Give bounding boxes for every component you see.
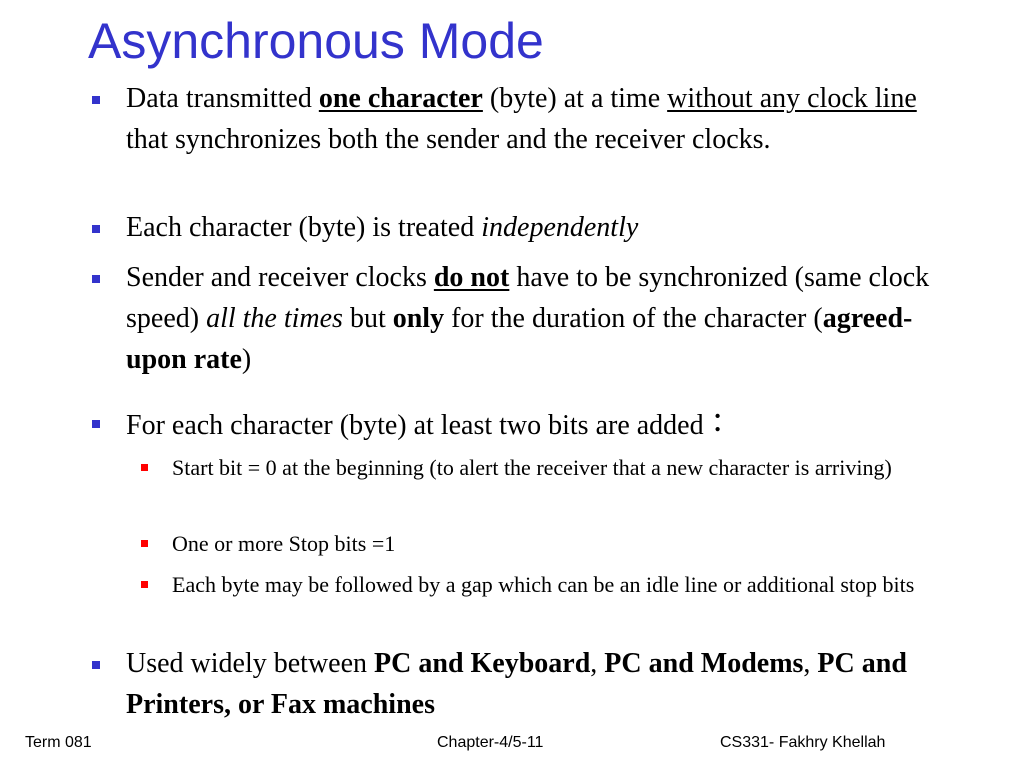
sub-bullet-gap: Each byte may be followed by a gap which can be an idle line or additional stop bits [172, 572, 915, 597]
bullet-text: ) [241, 344, 252, 375]
footer-slide-number: Chapter-4/5-11 [437, 734, 544, 751]
bullet-text: Sender and receiver clocks [126, 262, 434, 293]
emphasis-text: without any clock line [667, 83, 917, 114]
bullet-item-each-character [126, 207, 946, 248]
bullet-square-icon [92, 275, 100, 283]
emphasis-text: PC and Modems [604, 648, 804, 679]
emphasis-text: one character [318, 83, 483, 114]
sub-bullet-square-icon [141, 581, 148, 588]
emphasis-text: only [392, 303, 445, 334]
bullet-item-bits-added [126, 399, 946, 446]
bullet-item-data-transmitted [126, 78, 946, 160]
emphasis-text: agreed-upon rate [126, 303, 913, 375]
bullet-text: that synchronizes both the sender and the receiver clocks. [126, 124, 771, 155]
bullet-text: for the duration of the character ( [444, 303, 823, 334]
footer-course-author: CS331- Fakhry Khellah [720, 734, 886, 751]
footer-term: Term 081 [25, 734, 92, 751]
bullet-text: , [590, 648, 605, 679]
bullet-square-icon [92, 420, 100, 428]
bullet-item-used-widely [126, 643, 946, 725]
bullet-item-sender-receiver [126, 257, 946, 380]
bullet-square-icon [92, 225, 100, 233]
bullet-text: For each character (byte) at least two bits are added [126, 410, 711, 441]
bullet-text: Used widely between [126, 648, 375, 679]
emphasis-text: all the times [206, 303, 343, 334]
bullet-text: but [342, 303, 393, 334]
bullet-square-icon [92, 661, 100, 669]
bullet-text: Each character (byte) is treated [126, 212, 482, 243]
sub-bullet-start-bit: Start bit = 0 at the beginning (to alert the receiver that a new character is arriving) [172, 455, 892, 480]
bullet-text: have to be synchronized (same clock speed) [126, 262, 930, 334]
bullet-square-icon [92, 96, 100, 104]
emphasis-text: PC and Keyboard [374, 648, 591, 679]
colon-text: : [712, 399, 723, 439]
emphasis-text: do not [433, 262, 510, 293]
bullet-text: Data transmitted [126, 83, 319, 114]
emphasis-text: PC and Printers, or Fax machines [126, 648, 907, 720]
slide-title: Asynchronous Mode [88, 13, 544, 69]
sub-bullet-square-icon [141, 540, 148, 547]
emphasis-text: independently [481, 212, 639, 243]
sub-bullet-stop-bits: One or more Stop bits =1 [172, 531, 396, 556]
sub-bullet-square-icon [141, 464, 148, 471]
bullet-text: (byte) at a time [482, 83, 668, 114]
bullet-text: , [803, 648, 818, 679]
